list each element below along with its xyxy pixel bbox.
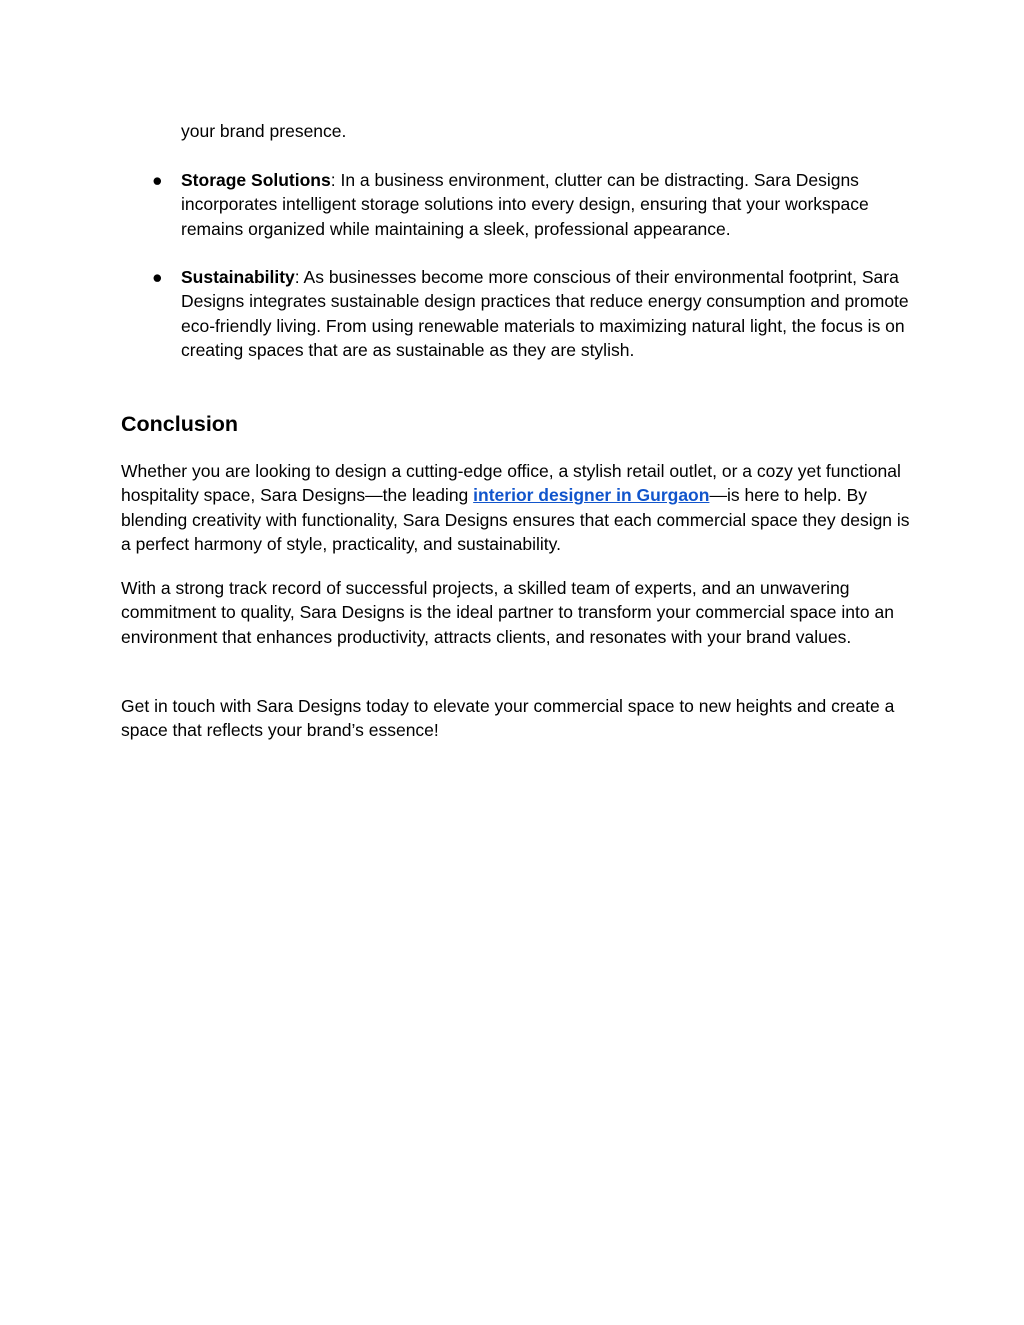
bullet-body: : In a business environment, clutter can be distracting. Sara Designs incorporates intelligent storage solutions into every design, ensuring that your workspace remains organized while maintaining a sleek, professional appearance. (181, 170, 869, 239)
paragraph-text: —is here to help. By blending creativity with functionality, Sara Designs ensures that each commercial space they design is a perfect harmony of style, practicality, and sustainability. (121, 485, 910, 555)
conclusion-heading: Conclusion (121, 412, 239, 436)
conclusion-paragraph-2: With a strong track record of successful projects, a skilled team of experts, and an unwavering commitment to quality, Sara Designs is the ideal partner to transform your commercial space into an environment that enhances productivity, attracts clients, and resonates with your brand values. (121, 578, 894, 647)
bullet-term: Sustainability (181, 267, 295, 287)
bullet-icon: ● (152, 267, 163, 287)
bullet-icon: ● (152, 170, 163, 190)
bullet-sustainability (138, 265, 928, 365)
bullet-text (181, 168, 911, 241)
bullet-body: : As businesses become more conscious of their environmental footprint, Sara Designs integrates sustainable design practices that reduce energy consumption and promote eco-friendly living. From using renewable materials to maximizing natural light, the focus is on creating spaces that are as sustainable as they are stylish. (181, 267, 909, 361)
interior-designer-link[interactable]: interior designer in Gurgaon (473, 485, 710, 506)
bullet-term: Storage Solutions (181, 170, 331, 190)
conclusion-paragraph-3: Get in touch with Sara Designs today to elevate your commercial space to new heights and create a space that reflects your brand’s essence! (121, 696, 895, 741)
bullet-text (181, 265, 911, 363)
paragraph-text: Whether you are looking to design a cutting-edge office, a stylish retail outlet, or a cozy yet functional hospitality space, Sara Designs—the leading (121, 461, 901, 506)
continuation-text: your brand presence. (181, 121, 347, 141)
bullet-storage-solutions (138, 168, 928, 243)
conclusion-paragraph-1 (121, 459, 911, 557)
